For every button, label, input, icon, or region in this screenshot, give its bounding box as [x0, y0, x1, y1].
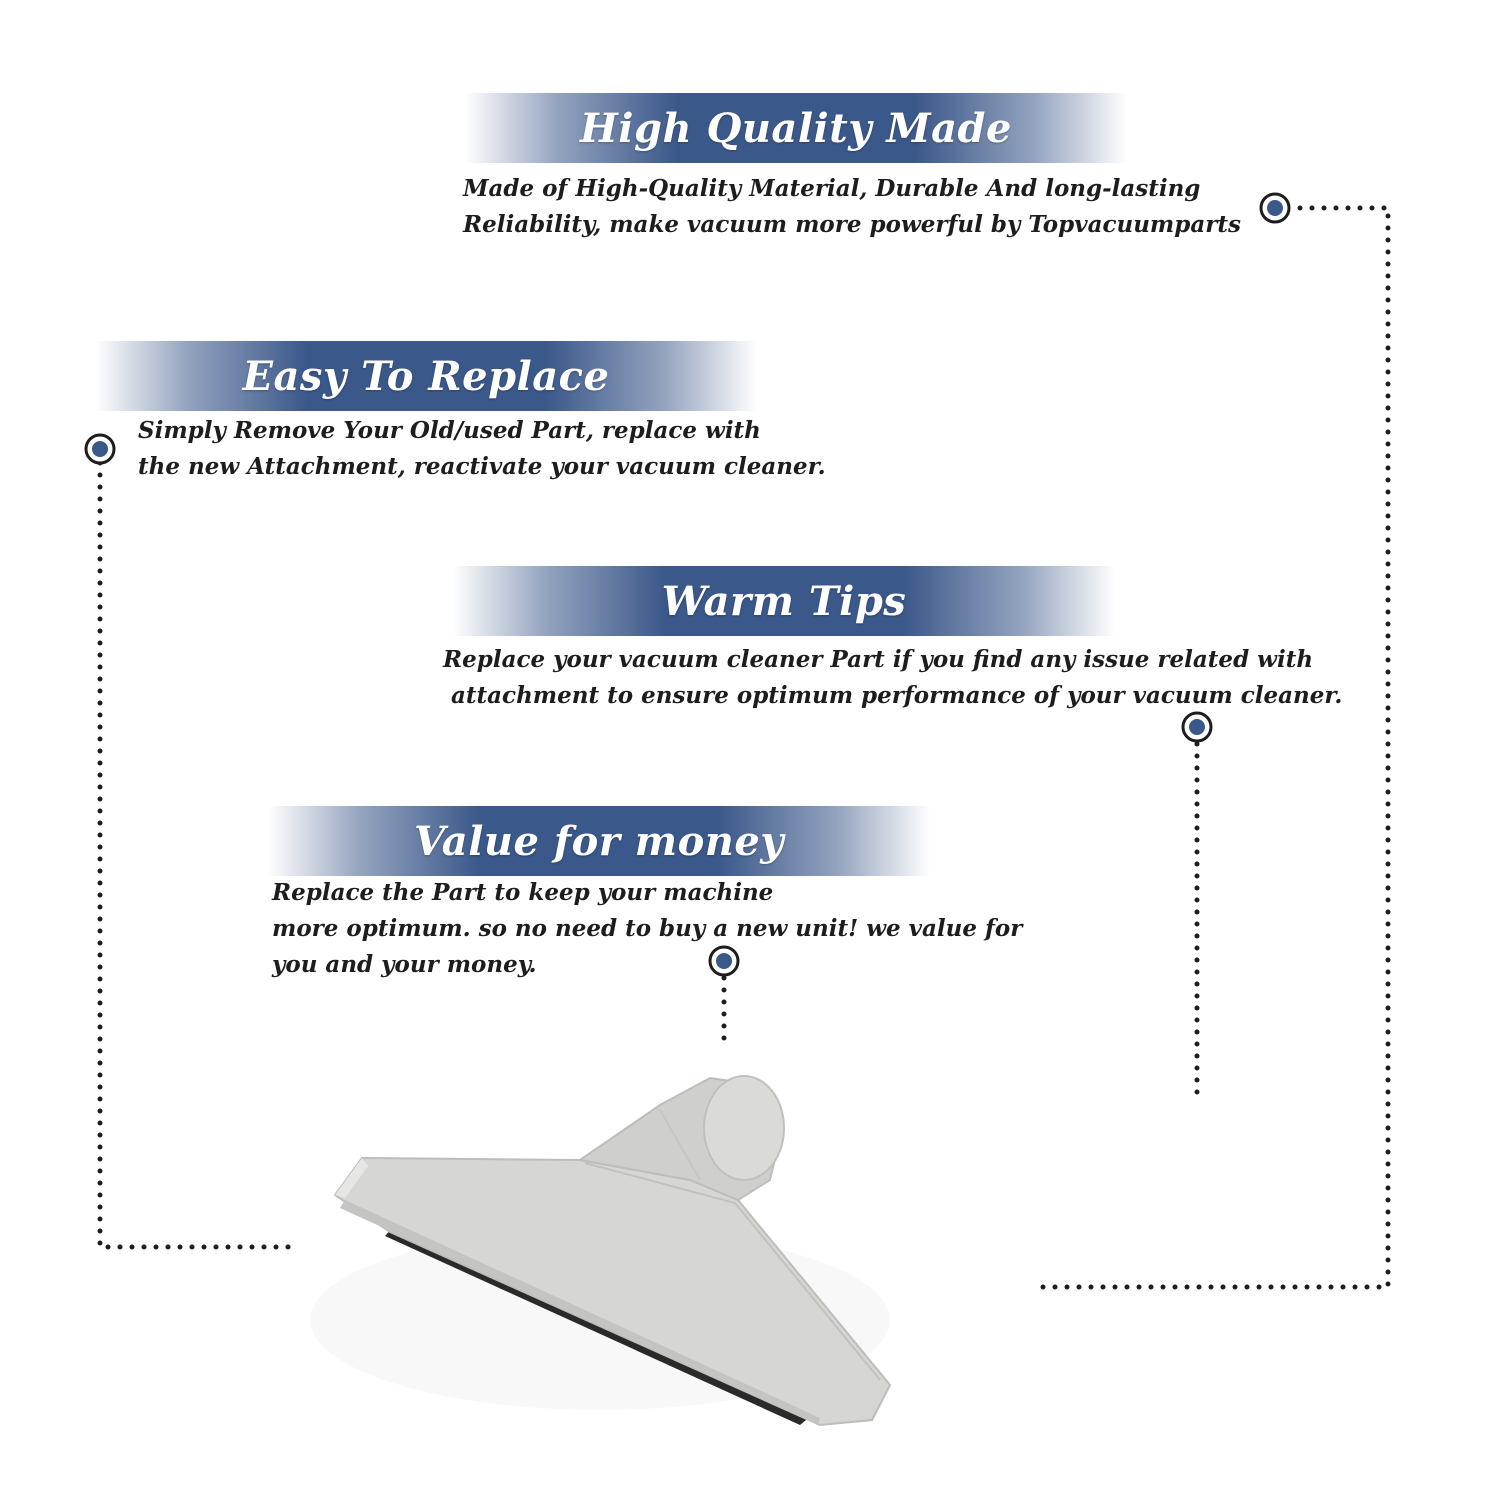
connector-left	[100, 463, 296, 1247]
banner-title: High Quality Made	[580, 104, 1012, 152]
marker-warm-tips	[1183, 713, 1211, 741]
description-line: Made of High-Quality Material, Durable And long-lasting	[463, 175, 1201, 202]
marker-high-quality	[1261, 194, 1289, 222]
description-line: more optimum. so no need to buy a new unit! we value for	[272, 915, 1023, 942]
description-line: the new Attachment, reactivate your vacuum cleaner.	[138, 453, 826, 480]
description-line: you and your money.	[272, 951, 537, 978]
description-line: Simply Remove Your Old/used Part, replace with	[138, 417, 761, 444]
banner-title: Warm Tips	[661, 577, 907, 625]
description-line: Reliability, make vacuum more powerful by Topvacuumparts	[463, 211, 1241, 238]
upholstery-tool-icon	[310, 1076, 890, 1425]
description-line: attachment to ensure optimum performance of your vacuum cleaner.	[443, 682, 1343, 709]
banner-title: Easy To Replace	[242, 352, 610, 400]
description-line: Replace the Part to keep your machine	[272, 879, 774, 906]
connector-right	[1038, 208, 1388, 1287]
marker-easy-replace	[86, 435, 114, 463]
marker-value-money	[710, 947, 738, 975]
description-line: Replace your vacuum cleaner Part if you find any issue related with	[443, 646, 1314, 673]
banner-title: Value for money	[413, 817, 785, 865]
